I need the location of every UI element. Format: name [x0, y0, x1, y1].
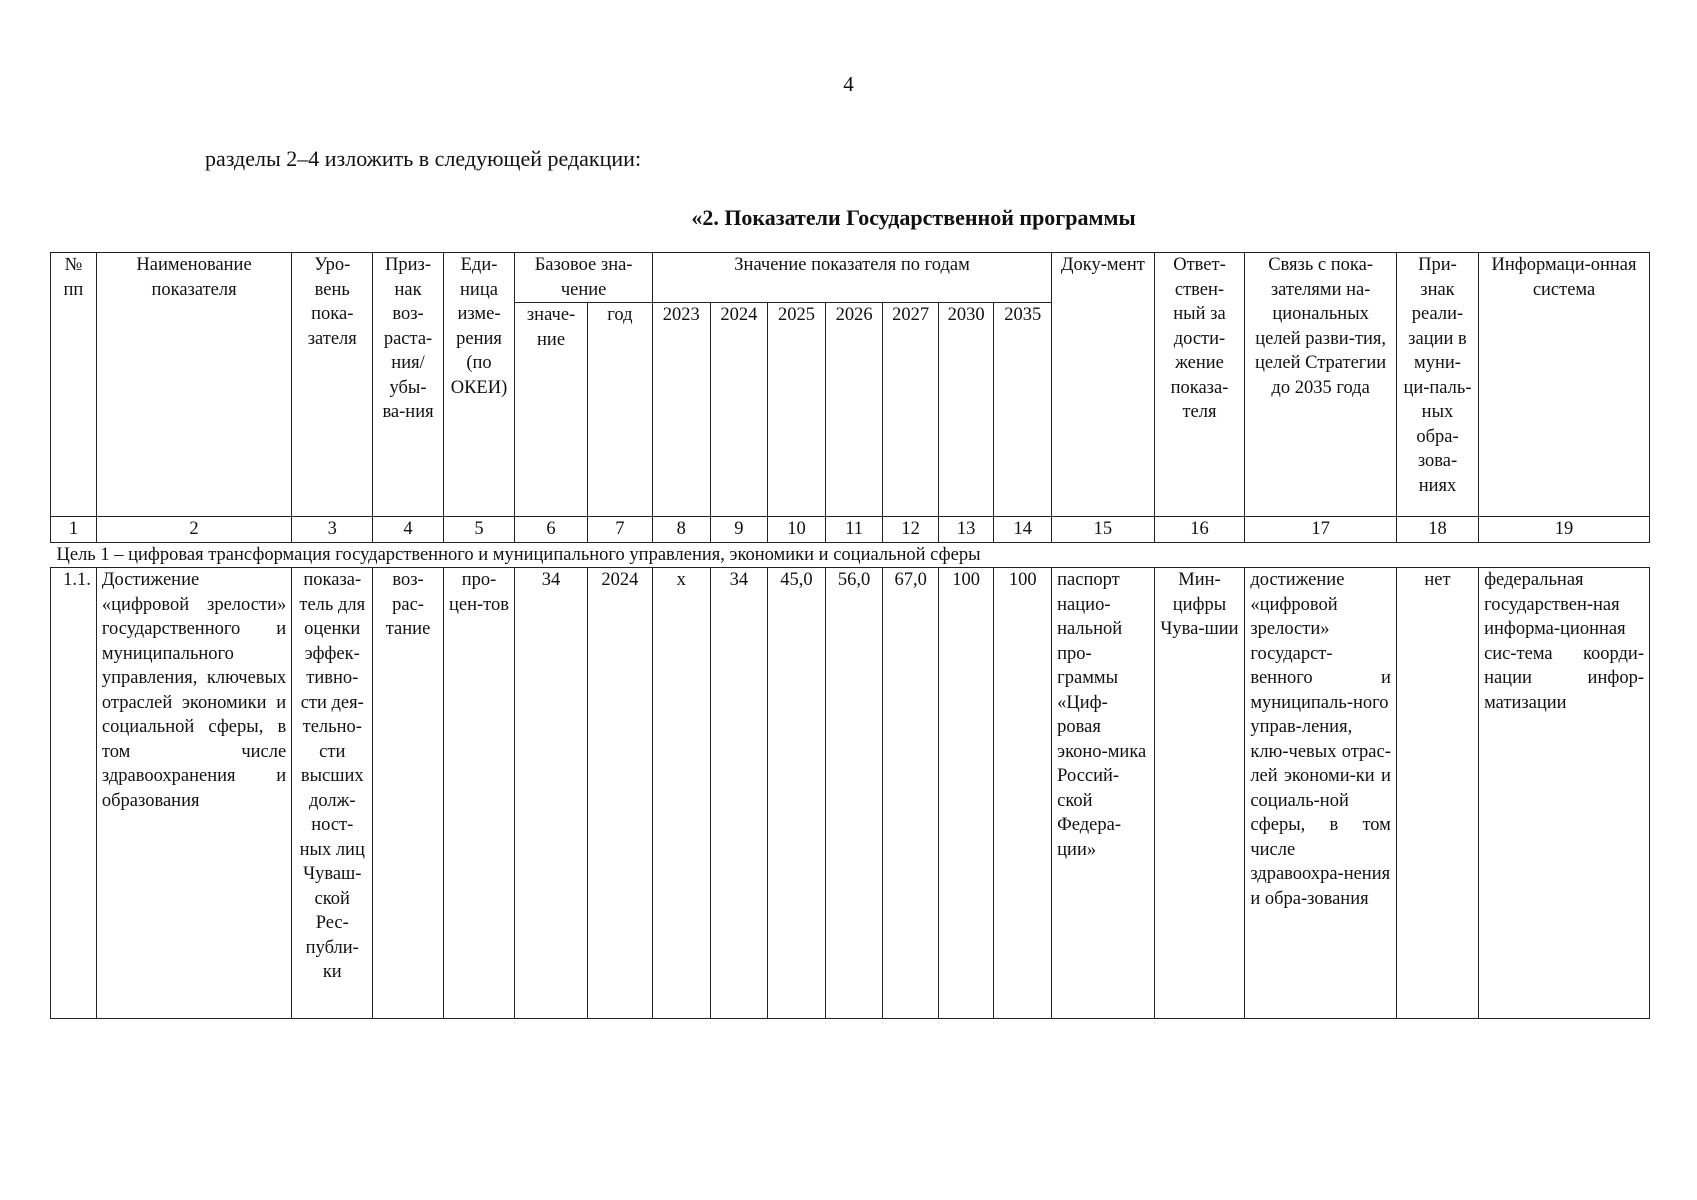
- col-number: 5: [443, 517, 515, 543]
- header-base-value: значе-ние: [515, 303, 588, 517]
- col-number: 12: [883, 517, 939, 543]
- header-year: 2035: [994, 303, 1052, 517]
- col-number: 13: [938, 517, 994, 543]
- row-name: Достижение «цифровой зрелости» государственного и муниципального управления, ключевых отраслей экономики и социальной сферы, в том числе здравоохранения и образования: [96, 568, 291, 1019]
- col-number: 4: [373, 517, 443, 543]
- row-num: 1.1.: [51, 568, 97, 1019]
- column-number-row: [51, 517, 1650, 543]
- header-level: Уро-вень пока-зателя: [292, 253, 373, 517]
- col-number: 19: [1479, 517, 1650, 543]
- header-responsible: Ответ-ствен-ный за дости-жение показа-теля: [1154, 253, 1245, 517]
- row-responsible: Мин-цифры Чува-шии: [1154, 568, 1245, 1019]
- row-link: достижение «цифровой зрелости» государст-венного и муниципаль-ного управ-ления, клю-чевых отрас-лей экономи-ки и социаль-ной сферы, в том числе здравоохра-нения и обра-зования: [1245, 568, 1397, 1019]
- header-year: 2030: [938, 303, 994, 517]
- header-year: 2026: [825, 303, 883, 517]
- header-base-year: год: [587, 303, 652, 517]
- col-number: 1: [51, 517, 97, 543]
- col-number: 7: [587, 517, 652, 543]
- col-number: 3: [292, 517, 373, 543]
- row-municipal: нет: [1396, 568, 1478, 1019]
- col-number: 18: [1396, 517, 1478, 543]
- row-2026: 56,0: [825, 568, 883, 1019]
- header-municipal: При-знак реали-зации в муни-ци-паль-ных обра-зова-ниях: [1396, 253, 1478, 517]
- page-number: 4: [843, 72, 854, 96]
- col-number: 14: [994, 517, 1052, 543]
- row-trend: воз-рас-тание: [373, 568, 443, 1019]
- header-year: 2023: [652, 303, 710, 517]
- row-level: показа-тель для оценки эффек-тивно-сти дея-тельно-сти высших долж-ност-ных лиц Чуваш-ской Рес-публи-ки: [292, 568, 373, 1019]
- row-base-value: 34: [515, 568, 588, 1019]
- goal-text: Цель 1 – цифровая трансформация государственного и муниципального управления, экономики и социальной сферы: [51, 542, 1650, 568]
- header-year: 2025: [768, 303, 826, 517]
- header-name: Наименование показателя: [96, 253, 291, 517]
- header-info-system: Информаци-онная система: [1479, 253, 1650, 517]
- goal-row: [51, 542, 1650, 568]
- header-unit: Еди-ница изме-рения (по ОКЕИ): [443, 253, 515, 517]
- col-number: 17: [1245, 517, 1397, 543]
- col-number: 9: [710, 517, 768, 543]
- row-base-year: 2024: [587, 568, 652, 1019]
- indicators-table: [50, 252, 1650, 1019]
- row-document: паспорт нацио-нальной про-граммы «Циф-ровая эконо-мика Россий-ской Федера-ции»: [1052, 568, 1154, 1019]
- header-years-group: Значение показателя по годам: [652, 253, 1051, 303]
- col-number: 15: [1052, 517, 1154, 543]
- header-document: Доку-мент: [1052, 253, 1154, 517]
- row-2035: 100: [994, 568, 1052, 1019]
- col-number: 10: [768, 517, 826, 543]
- header-year: 2027: [883, 303, 939, 517]
- header-base: Базовое зна-чение: [515, 253, 653, 303]
- row-2024: 34: [710, 568, 768, 1019]
- header-row-1: [51, 253, 1650, 303]
- row-info-system: федеральная государствен-ная информа-ционная сис-тема коорди-нации инфор-матизации: [1479, 568, 1650, 1019]
- row-2023: х: [652, 568, 710, 1019]
- col-number: 6: [515, 517, 588, 543]
- header-year: 2024: [710, 303, 768, 517]
- row-unit: про-цен-тов: [443, 568, 515, 1019]
- col-number: 11: [825, 517, 883, 543]
- row-2025: 45,0: [768, 568, 826, 1019]
- col-number: 2: [96, 517, 291, 543]
- col-number: 8: [652, 517, 710, 543]
- header-num: № пп: [51, 253, 97, 517]
- table-row: [51, 568, 1650, 1019]
- col-number: 16: [1154, 517, 1245, 543]
- header-trend: Приз-нак воз-раста-ния/ убы-ва-ния: [373, 253, 443, 517]
- row-2030: 100: [938, 568, 994, 1019]
- row-2027: 67,0: [883, 568, 939, 1019]
- section-title: «2. Показатели Государственной программы: [691, 205, 1136, 230]
- intro-text: разделы 2–4 изложить в следующей редакции:: [205, 146, 642, 171]
- header-link: Связь с пока-зателями на-циональных целей разви-тия, целей Стратегии до 2035 года: [1245, 253, 1397, 517]
